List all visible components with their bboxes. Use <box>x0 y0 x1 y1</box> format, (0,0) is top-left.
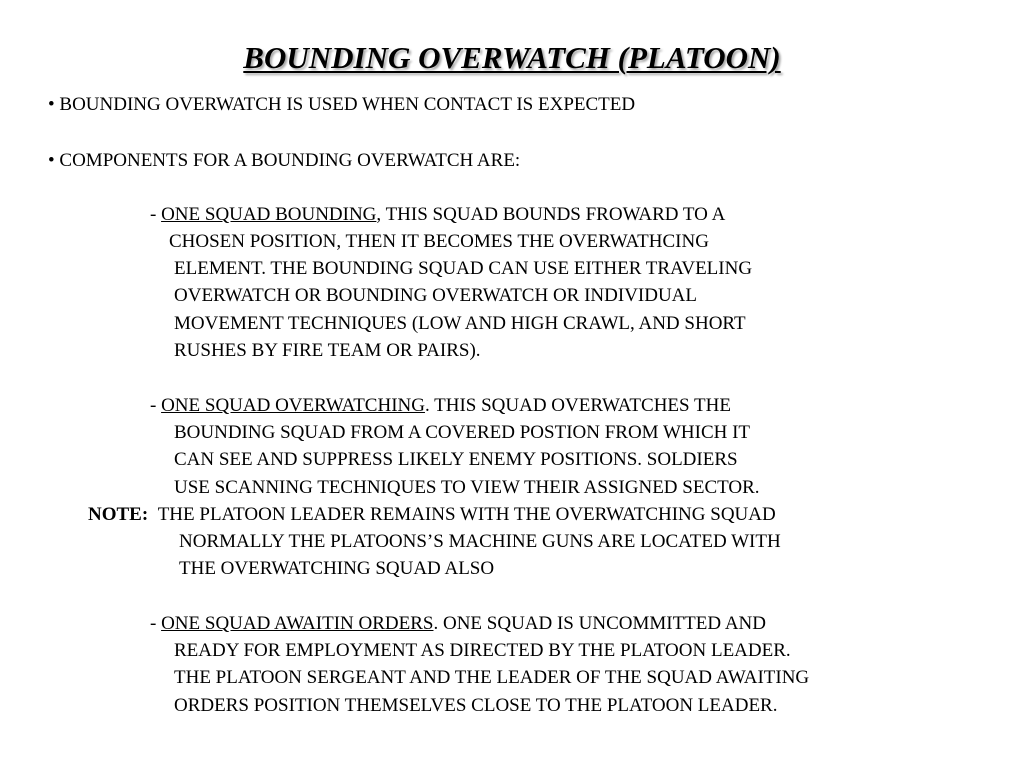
component-dash: - <box>150 395 162 416</box>
component-text: . THIS SQUAD OVERWATCHES THE <box>424 395 731 416</box>
component-bounding-line: ELEMENT. THE BOUNDING SQUAD CAN USE EITHER TRAVELING <box>174 258 753 279</box>
component-awaiting-line: ORDERS POSITION THEMSELVES CLOSE TO THE PLATOON LEADER. <box>174 695 778 716</box>
component-bounding-line: OVERWATCH OR BOUNDING OVERWATCH OR INDIVIDUAL <box>174 285 698 306</box>
note-text: THE PLATOON LEADER REMAINS WITH THE OVERWATCHING SQUAD <box>157 504 776 525</box>
note-label: NOTE: <box>88 504 149 525</box>
component-overwatching-line: USE SCANNING TECHNIQUES TO VIEW THEIR ASSIGNED SECTOR. <box>174 477 760 498</box>
note-first-line <box>88 504 776 526</box>
component-overwatching-line: BOUNDING SQUAD FROM A COVERED POSTION FROM WHICH IT <box>174 422 751 443</box>
component-bounding-line: RUSHES BY FIRE TEAM OR PAIRS). <box>174 340 481 361</box>
component-awaiting-line: READY FOR EMPLOYMENT AS DIRECTED BY THE PLATOON LEADER. <box>174 640 791 661</box>
component-awaiting-first-line <box>150 613 766 635</box>
slide-title: BOUNDING OVERWATCH (PLATOON) <box>243 40 781 75</box>
note-line: THE OVERWATCHING SQUAD ALSO <box>179 558 495 579</box>
component-bounding-first-line <box>150 204 725 226</box>
component-dash: - <box>150 613 162 634</box>
component-heading-awaiting: ONE SQUAD AWAITIN ORDERS <box>161 613 434 634</box>
component-heading-bounding: ONE SQUAD BOUNDING <box>161 204 377 225</box>
component-awaiting-line: THE PLATOON SERGEANT AND THE LEADER OF THE SQUAD AWAITING <box>174 667 810 688</box>
bullet-components: • COMPONENTS FOR A BOUNDING OVERWATCH ARE: <box>48 150 521 171</box>
note-line: NORMALLY THE PLATOONS’S MACHINE GUNS ARE LOCATED WITH <box>179 531 781 552</box>
component-bounding-line: MOVEMENT TECHNIQUES (LOW AND HIGH CRAWL, AND SHORT <box>174 313 746 334</box>
component-overwatching-line: CAN SEE AND SUPPRESS LIKELY ENEMY POSITIONS. SOLDIERS <box>174 449 738 470</box>
component-bounding-line: CHOSEN POSITION, THEN IT BECOMES THE OVERWATHCING <box>169 231 709 252</box>
component-dash: - <box>150 204 162 225</box>
component-heading-overwatching: ONE SQUAD OVERWATCHING <box>161 395 425 416</box>
component-text: , THIS SQUAD BOUNDS FROWARD TO A <box>376 204 726 225</box>
component-text: . ONE SQUAD IS UNCOMMITTED AND <box>433 613 766 634</box>
bullet-contact-expected: • BOUNDING OVERWATCH IS USED WHEN CONTACT IS EXPECTED <box>48 94 636 115</box>
component-overwatching-first-line <box>150 395 731 417</box>
